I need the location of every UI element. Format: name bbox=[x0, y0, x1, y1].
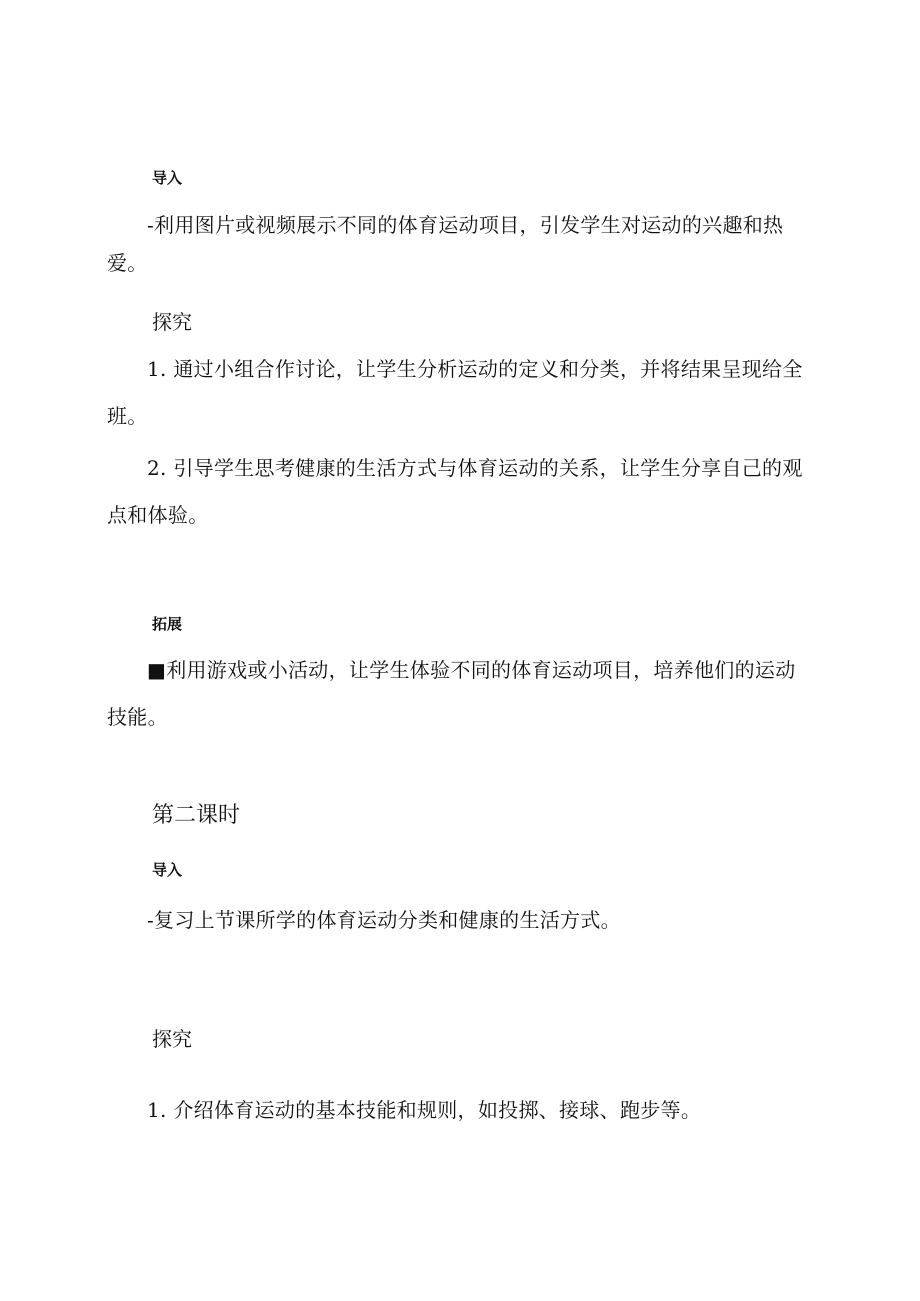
lesson-one-explore-item-1: 1. 通过小组合作讨论，让学生分析运动的定义和分类，并将结果呈现给全班。 bbox=[107, 357, 803, 428]
lesson-two-explore-item-1: 1. 介绍体育运动的基本技能和规则，如投掷、接球、跑步等。 bbox=[147, 1098, 702, 1122]
lesson-one-explore-item-2: 2. 引导学生思考健康的生活方式与体育运动的关系，让学生分享自己的观点和体验。 bbox=[107, 456, 803, 527]
lesson-one-extend-heading: 拓展 bbox=[152, 615, 183, 633]
lesson-two-intro-text: -复习上节课所学的体育运动分类和健康的生活方式。 bbox=[147, 908, 621, 932]
lesson-two-explore-heading: 探究 bbox=[152, 1027, 192, 1051]
lesson-one-intro-heading: 导入 bbox=[152, 169, 183, 187]
lesson-one-intro-text: -利用图片或视频展示不同的体育运动项目，引发学生对运动的兴趣和热爱。 bbox=[107, 213, 784, 275]
lesson-two-intro-heading: 导入 bbox=[152, 861, 183, 879]
lesson-two-title: 第二课时 bbox=[152, 803, 241, 828]
lesson-one-extend-text: ■利用游戏或小活动，让学生体验不同的体育运动项目，培养他们的运动技能。 bbox=[107, 658, 796, 729]
lesson-one-explore-heading: 探究 bbox=[152, 310, 192, 334]
